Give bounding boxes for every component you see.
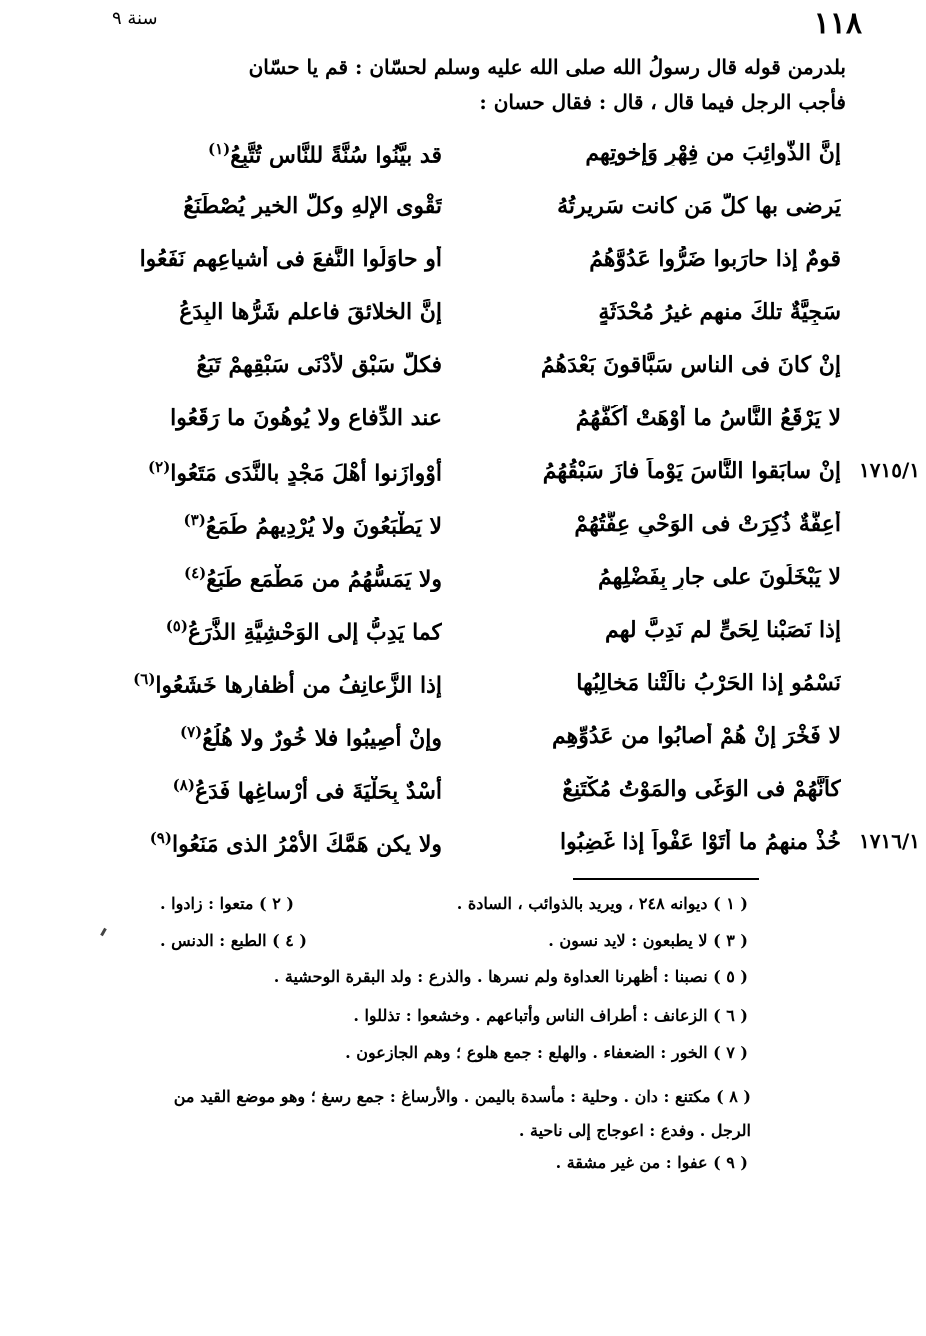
footnote-ref: (٧) xyxy=(179,723,203,741)
verse-line xyxy=(0,140,926,192)
footnote-divider xyxy=(573,878,759,880)
footnote-ref: (١) xyxy=(207,140,231,158)
footnote-line: الرجل . وفدع : اعوجاج إلى ناحية . xyxy=(518,1121,751,1140)
footnote-ref: (٢) xyxy=(148,458,171,476)
verse-first-hemistich: لا يَرْقَعُ النَّاسُ ما أَوْهَتْ أكُفُّهُمُ xyxy=(575,405,841,431)
verse-second-hemistich: تَقْوى الإلهِ وكلُّ الخيرِ يُصْطَنَعُ xyxy=(183,193,442,219)
verse-first-hemistich: إنَّ الذَّوائِبَ من فِهْرٍ وَإخوتِهِمِ xyxy=(585,140,841,166)
footnote-ref: (٥) xyxy=(165,617,188,635)
verse-second-hemistich: أو حاوَلُوا النَّفعَ فى أشياعِهِم نَفَعُوا xyxy=(139,246,442,272)
footnote-ref: (٨) xyxy=(172,776,195,794)
verse-second-hemistich: قد بيَّنُوا سُنَّةً للنَّاسِ تُتَّبِعُ$^{(١)}$ xyxy=(207,140,442,169)
verse-second-hemistich: لا يَطْبَعُونَ ولا يُرْدِيهِمُ طَمَعُ$^{(٣)}$ xyxy=(183,511,442,540)
verse-second-hemistich: ولا يَمَسُّهُمُ من مَطْمَعٍ طَبَعُ$^{(٤)}$ xyxy=(184,564,442,593)
verse-first-hemistich: كأنَّهُمْ فى الوَغَى والمَوْتُ مُكْتَنِعٌ xyxy=(562,776,841,802)
verse-first-hemistich: إنْ سابَقوا النَّاسَ يَوْماً فازَ سَبْقُهُمُ xyxy=(542,458,841,484)
footnote-ref: (٣) xyxy=(183,511,206,529)
verse-line xyxy=(0,299,926,351)
verse-line xyxy=(0,776,926,828)
verse-line xyxy=(0,617,926,669)
footnote: ( ٤ ) الطبع : الدنس . xyxy=(160,931,307,950)
footnote-ref: (٤) xyxy=(184,564,207,582)
running-header-year: سنة ٩ xyxy=(112,8,158,29)
scan-speck xyxy=(100,928,107,936)
verse-second-hemistich: فكلُّ سَبْقٍ لأدْنَى سَبْقِهِمْ تَبَعُ xyxy=(196,352,442,378)
intro-line: بلدرمن قوله قال رسولُ الله صلى الله عليه وسلم لحسّان : قم يا حسّان xyxy=(248,55,846,79)
footnote-line: ( ٨ ) مكتنع : دان . وحلية : مأسدة باليمن . والأرساغ : جمع رسغ ؛ وهو موضع القيد من xyxy=(173,1087,751,1106)
page-number: ١١٨ xyxy=(813,6,862,41)
verse-second-hemistich: أوْوازَنوا أهْلَ مَجْدٍ بالنَّدَى مَتَعُوا$^{(٢)}$ xyxy=(148,458,442,487)
intro-paragraph xyxy=(108,50,846,120)
verse-first-hemistich: نَسْمُو إذا الحَرْبُ نالَتْنا مَخالِبُها xyxy=(576,670,841,696)
verse-line xyxy=(0,405,926,457)
verse-first-hemistich: يَرضى بها كلُّ مَن كانت سَريرتُهُ xyxy=(557,193,841,219)
verse-line xyxy=(0,564,926,616)
verse-first-hemistich: لا يَبْخَلُونَ على جارٍ بِفَضْلِهِمُ xyxy=(597,564,841,590)
verse-line xyxy=(0,723,926,775)
intro-line: فأجب الرجل فيما قال ، قال : فقال حسان : xyxy=(479,90,846,114)
verse-first-hemistich: قومٌ إذا حارَبوا ضَرُّوا عَدُوَّهُمُ xyxy=(589,246,841,272)
verse-second-hemistich: إذا الزَّعانِفُ من أظفارِها خَشَعُوا$^{(٦)}$ xyxy=(133,670,442,699)
footnote: ( ٥ ) نصبنا : أظهرنا العداوة ولم نسرها . والذرع : ولد البقرة الوحشية . xyxy=(273,967,748,986)
verse-line xyxy=(0,458,926,510)
verse-second-hemistich: إنَّ الخلائقَ فاعلم شَرُّها البِدَعُ xyxy=(179,299,442,325)
verse-first-hemistich: إنْ كانَ فى الناسِ سَبَّاقونَ بَعْدَهُمُ xyxy=(540,352,841,378)
footnote: ( ٦ ) الزعانف : أطراف الناس وأتباعهم . وخشعوا : تذللوا . xyxy=(353,1006,748,1025)
verse-first-hemistich: أعِفَّةٌ ذُكِرَتْ فى الوَحْىِ عِفَّتُهُمْ xyxy=(574,511,841,537)
footnote-ref: (٦) xyxy=(133,670,156,688)
verse-line xyxy=(0,246,926,298)
verse-first-hemistich: خُذْ منهمُ ما أتَوْا عَفْواً إذا غَضِبُوا xyxy=(560,829,841,855)
verse-second-hemistich: ولا يكن هَمَّكَ الأمْرُ الذى مَنَعُوا$^{(٩)}$ xyxy=(149,829,442,858)
verse-second-hemistich: كما يَدِبُّ إلى الوَحْشِيَّةِ الذَّرَعُ$^{(٥)}$ xyxy=(165,617,442,646)
footnote: ( ١ ) ديوانه ٢٤٨ ، ويريد بالذوائب ، السادة . xyxy=(456,894,748,913)
footnote xyxy=(106,1080,751,1148)
verse-line xyxy=(0,829,926,881)
margin-reference: ١٧١٥/١ xyxy=(858,458,920,482)
margin-reference: ١٧١٦/١ xyxy=(858,829,920,853)
verse-first-hemistich: إذا نَصَبْنا لِحَىٍّ لم نَدِبَّ لهم xyxy=(605,617,841,643)
footnote-ref: (٩) xyxy=(149,829,172,847)
verse-first-hemistich: سَجِيَّةٌ تلكَ منهم غيرُ مُحْدَثَةٍ xyxy=(598,299,841,325)
verse-first-hemistich: لا فَخْرَ إنْ هُمْ أصابُوا من عَدُوِّهِمِ xyxy=(551,723,841,749)
verse-second-hemistich: عند الدِّفاعِ ولا يُوهُونَ ما رَقَعُوا xyxy=(170,405,442,431)
verse-line xyxy=(0,352,926,404)
verse-line xyxy=(0,511,926,563)
footnote: ( ٣ ) لا يطبعون : لايد نسون . xyxy=(548,931,748,950)
footnote: ( ٧ ) الخور : الضعفاء . والهلع : جمع هلوع ؛ وهم الجازعون . xyxy=(345,1043,748,1062)
verse-second-hemistich: وإنْ أُصِيبُوا فلا خُورٌ ولا هُلُعُ$^{(٧)}$ xyxy=(179,723,442,752)
verse-line xyxy=(0,193,926,245)
verse-line xyxy=(0,670,926,722)
footnote: ( ٩ ) عفوا : من غير مشقة . xyxy=(555,1153,748,1172)
verse-second-hemistich: أُسْدٌ بِحَلْيَةَ فى أرْساغِها فَدَعُ$^{(٨)}$ xyxy=(172,776,442,805)
footnote: ( ٢ ) متعوا : زادوا . xyxy=(160,894,294,913)
